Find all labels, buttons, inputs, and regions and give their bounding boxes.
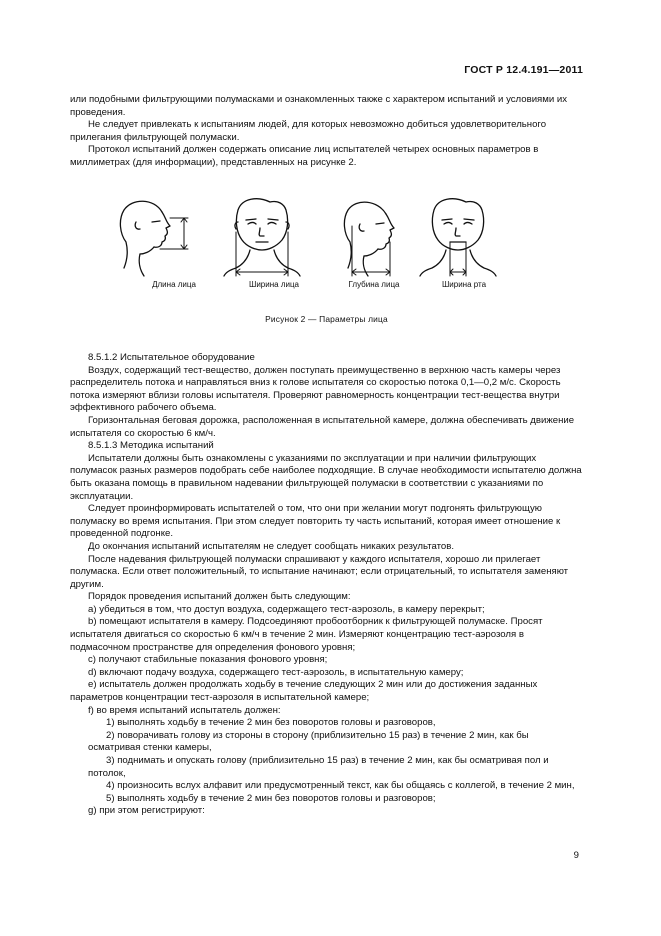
figure-caption: Рисунок 2 — Параметры лица xyxy=(265,314,388,324)
paragraph: Не следует привлекать к испытаниям людей, для которых невозможно добиться удовлетворительного прилегания фильтрующей полумаски. xyxy=(70,119,547,143)
paragraph: Воздух, содержащий тест-вещество, должен поступать преимущественно в верхнюю часть камеры через распределитель потока и направляться вниз к голове испытателя со скоростью потока 0,1—0,2 м/с. Скорость потока измеряют вблизи головы испытателя. Проверяют равномерность концентрации тест-вещества внутри эффективного рабочего объема. xyxy=(70,364,561,414)
face-front-mouth-drawing xyxy=(420,199,496,276)
paragraph: c) получают стабильные показания фонового уровня; xyxy=(88,654,328,666)
paragraph: a) убедиться в том, что доступ воздуха, содержащего тест-аэрозоль, в камеру перекрыт; xyxy=(88,603,485,615)
paragraph: d) включают подачу воздуха, содержащего тест-аэрозоль, в испытательную камеру; xyxy=(88,666,464,678)
paragraph: e) испытатель должен продолжать ходьбу в течение следующих 2 мин или до достижения заданных параметров концентрации тест-аэрозоля в испытательной камере; xyxy=(70,679,538,704)
paragraph: 1) выполнять ходьбу в течение 2 мин без поворотов головы и разговоров, xyxy=(106,717,436,729)
paragraph: 4) произносить вслух алфавит или предусмотренный текст, как бы общаясь с коллегой, в течение 2 мин, xyxy=(106,780,575,792)
face-profile-length-drawing xyxy=(120,201,188,276)
paragraph: Испытатели должны быть ознакомлены с указаниями по эксплуатации и при наличии фильтрующих полумасок разных размеров подобрать себе наиболее подходящие. В случае необходимости испытателю должна быть оказана помощь в правильном надевании фильтрующей полумаски в соответствии с указаниями по эксплуатации. xyxy=(70,452,582,502)
paragraph: b) помещают испытателя в камеру. Подсоединяют пробоотборник к фильтрующей полумаске. Просят испытателя двигаться со скоростью 6 км/ч в течение 2 мин. Измеряют концентрацию тест-аэрозоля в подмасочном пространстве для определения фонового уровня; xyxy=(70,616,543,653)
paragraph: 8.5.1.3 Методика испытаний xyxy=(88,440,214,452)
paragraph: Горизонтальная беговая дорожка, расположенная в испытательной камере, должна обеспечивать движение испытателя со скоростью 6 км/ч. xyxy=(70,414,575,439)
intro-text xyxy=(70,94,583,170)
paragraph: До окончания испытаний испытателям не следует сообщать никаких результатов. xyxy=(88,540,455,552)
face-front-width-drawing xyxy=(224,199,300,276)
figure-label-face-depth: Глубина лица xyxy=(348,280,400,289)
face-drawings xyxy=(70,192,583,292)
figure-label-face-length: Длина лица xyxy=(152,280,196,289)
paragraph: 8.5.1.2 Испытательное оборудование xyxy=(88,352,255,363)
paragraph: Следует проинформировать испытателей о том, что они при желании могут подгонять фильтрующую полумаску во время испытания. При этом следует повторить ту часть испытаний, которая имеет отношение к проведенной подгонке. xyxy=(70,503,561,540)
face-profile-depth-drawing xyxy=(344,202,394,276)
paragraph: или подобными фильтрующими полумасками и ознакомленных также с характером испытаний и условиями их проведения. xyxy=(70,94,568,118)
paragraph: f) во время испытаний испытатель должен: xyxy=(88,704,281,716)
document-header: ГОСТ Р 12.4.191—2011 xyxy=(464,64,583,76)
figure-face-parameters xyxy=(70,192,583,332)
main-text xyxy=(70,352,583,818)
paragraph: После надевания фильтрующей полумаски спрашивают у каждого испытателя, хорошо ли прилегает полумаска. Если ответ положительный, то испытание начинают; если отрицательный, то испытателя заменяют другим. xyxy=(70,553,569,590)
figure-label-mouth-width: Ширина рта xyxy=(441,280,487,289)
figure-label-face-width: Ширина лица xyxy=(249,280,299,289)
paragraph: 2) поворачивать голову из стороны в сторону (приблизительно 15 раз) в течение 2 мин, как бы осматривая стенки камеры, xyxy=(88,729,529,754)
paragraph: Порядок проведения испытаний должен быть следующим: xyxy=(88,591,351,603)
paragraph: Протокол испытаний должен содержать описание лиц испытателей четырех основных параметров в миллиметрах (для информации), представленных на рисунке 2. xyxy=(70,144,539,168)
page-number: 9 xyxy=(573,850,579,861)
paragraph: 5) выполнять ходьбу в течение 2 мин без поворотов головы и разговоров; xyxy=(106,792,436,804)
paragraph: g) при этом регистрируют: xyxy=(88,805,205,817)
paragraph: 3) поднимать и опускать голову (приблизительно 15 раз) в течение 2 мин, как бы осматривая пол и потолок, xyxy=(88,755,549,779)
